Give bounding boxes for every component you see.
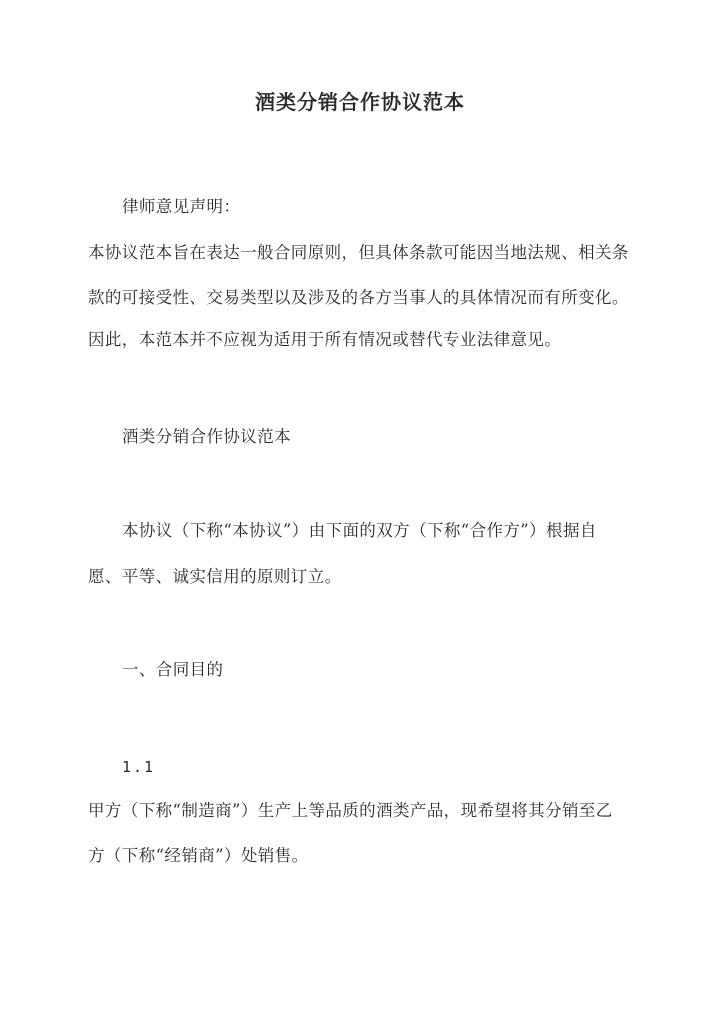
clause-number: 1.1: [122, 758, 156, 776]
intro-line-1: 本协议（下称“本协议”）由下面的双方（下称“合作方”）根据自: [122, 521, 597, 540]
subtitle: 酒类分销合作协议范本: [122, 427, 291, 446]
clause-line-2: 方（下称“经销商”）处销售。: [88, 846, 309, 865]
document-title: 酒类分销合作协议范本: [255, 90, 465, 114]
disclaimer-heading: 律师意见声明：: [122, 197, 241, 216]
disclaimer-line-1: 本协议范本旨在表达一般合同原则，但具体条款可能因当地法规、相关条: [88, 243, 629, 262]
section-heading: 一、合同目的: [122, 660, 224, 679]
disclaimer-line-2: 款的可接受性、交易类型以及涉及的各方当事人的具体情况而有所变化。: [88, 288, 629, 307]
clause-line-1: 甲方（下称“制造商”）生产上等品质的酒类产品，现希望将其分销至乙: [88, 801, 613, 820]
intro-line-2: 愿、平等、诚实信用的原则订立。: [88, 567, 342, 586]
disclaimer-line-3: 因此，本范本并不应视为适用于所有情况或替代专业法律意见。: [88, 330, 562, 349]
